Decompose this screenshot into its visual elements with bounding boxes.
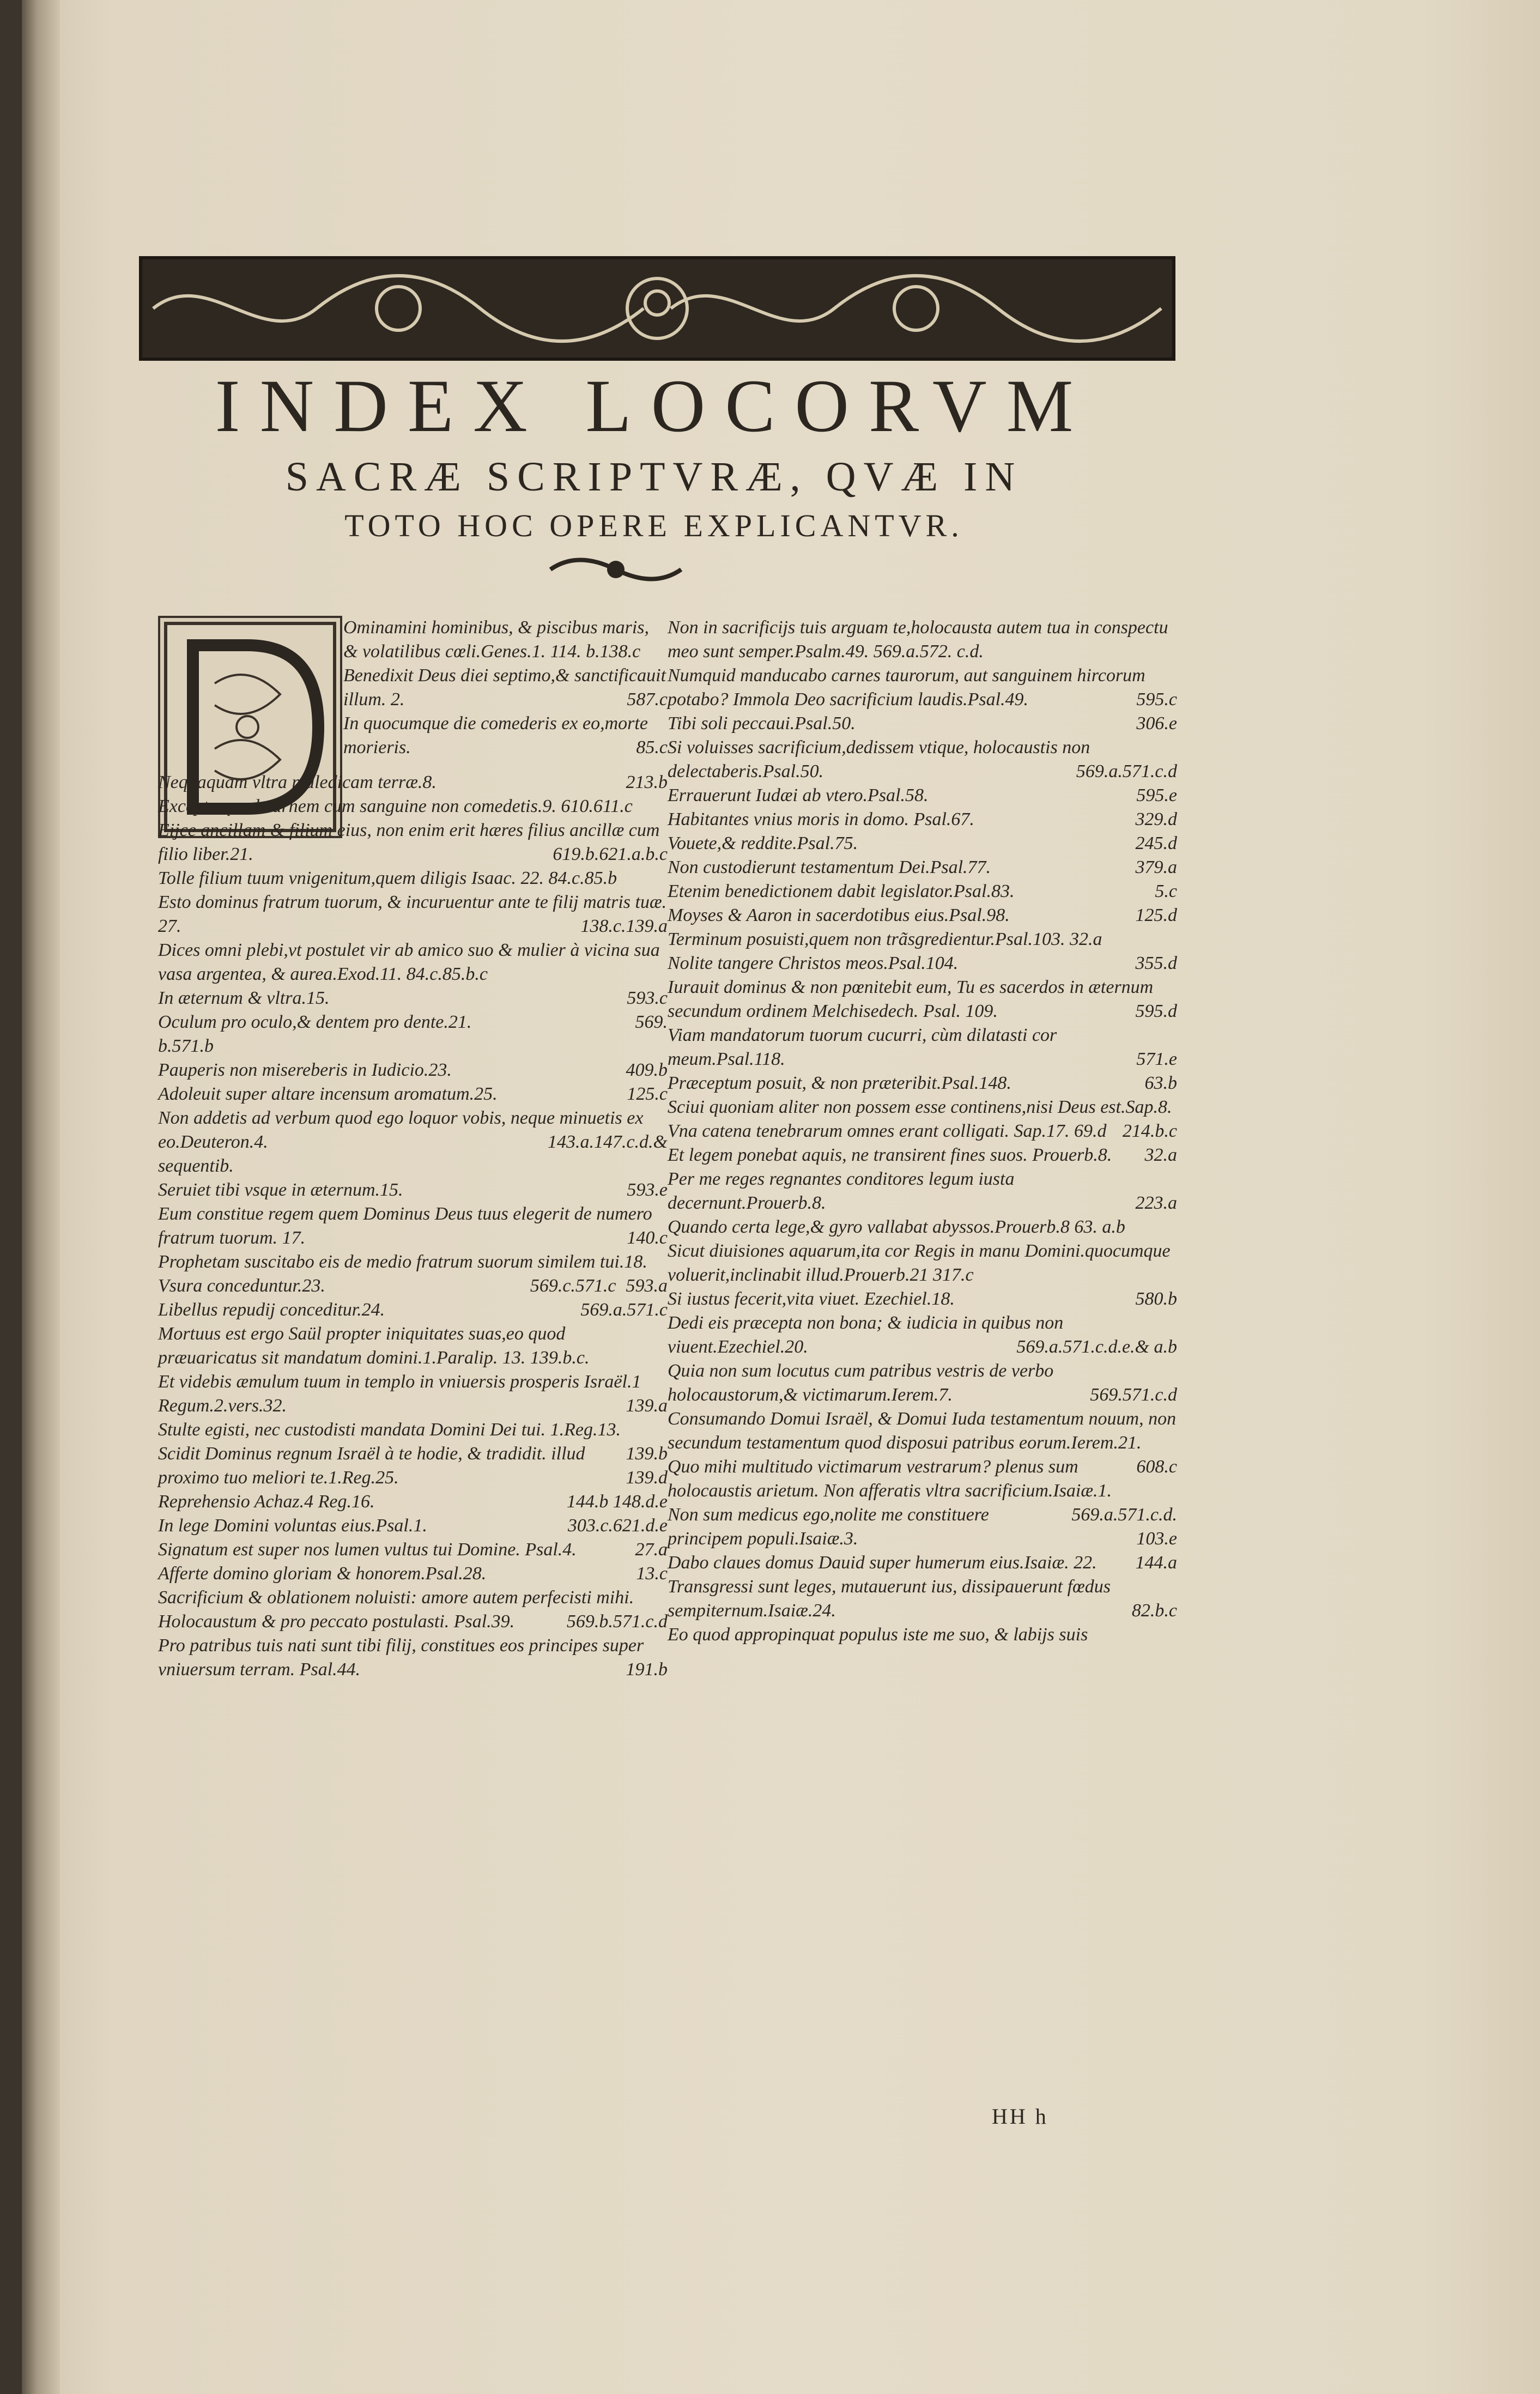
- entry-page-ref: 13.c: [636, 1563, 668, 1584]
- index-entry: [158, 1442, 668, 1490]
- index-entry: [158, 1634, 668, 1682]
- index-entry: [158, 890, 668, 938]
- entry-page-ref: 306.e: [1136, 713, 1177, 734]
- entry-page-ref: 139.b: [626, 1444, 668, 1464]
- index-entry: [668, 664, 1177, 712]
- index-entry: [158, 712, 668, 760]
- index-entry: [158, 1274, 668, 1298]
- entry-text: In quocumque die comederis ex eo,morte morieris.: [343, 713, 648, 757]
- entry-page-ref: 593.c: [627, 988, 668, 1008]
- entry-text: Errauerunt Iudæi ab vtero.Psal.58.: [668, 785, 929, 805]
- index-entry: [158, 1370, 668, 1418]
- entry-text: Viam mandatorum tuorum cucurri, cùm dilatasti cor meum.Psal.118.: [668, 1025, 1057, 1069]
- entry-text: Scidit Dominus regnum Israël à te hodie, & tradidit. illud proximo tuo meliori te.1.Reg.25.: [158, 1444, 585, 1488]
- entry-text: sequentib.: [158, 1156, 234, 1176]
- entry-page-ref: 32.a: [1144, 1145, 1177, 1165]
- index-entry: [668, 880, 1177, 904]
- index-entry: [668, 1359, 1177, 1407]
- entry-text: Pro patribus tuis nati sunt tibi filij, constitues eos principes super vniuersum terram. Psal.44.: [158, 1635, 644, 1680]
- index-entry: [158, 819, 668, 866]
- entry-page-ref: 303.c.621.d.e: [567, 1516, 668, 1536]
- index-entry: [668, 736, 1177, 784]
- index-entry: [668, 712, 1177, 736]
- entry-page-ref: 409.b: [626, 1060, 668, 1080]
- index-entry: [158, 938, 668, 986]
- entry-text: Oculum pro oculo,& dentem pro dente.21.: [158, 1012, 472, 1032]
- index-entry: [158, 1490, 668, 1514]
- entry-text: Nolite tangere Christos meos.Psal.104.: [668, 953, 959, 973]
- entry-page-ref: 595.e: [1136, 785, 1177, 805]
- entry-text: Prophetam suscitabo eis de medio fratrum suorum similem tui.18.: [158, 1252, 647, 1272]
- entry-text: b.571.b: [158, 1036, 214, 1056]
- index-entry: [158, 986, 668, 1010]
- entry-page-ref: 213.b: [626, 772, 668, 792]
- entry-text: Transgressi sunt leges, mutauerunt ius, dissipauerunt fœdus sempiternum.Isaiæ.24.: [668, 1577, 1111, 1621]
- entry-page-ref: 103.e: [1136, 1529, 1177, 1549]
- index-entry: [158, 1562, 668, 1586]
- entry-page-ref: 569.a.571.c.d.: [1071, 1505, 1177, 1525]
- entry-page-ref: 144.a: [1135, 1553, 1177, 1573]
- index-entry: [668, 928, 1177, 951]
- entry-text: Ominamini hominibus, & piscibus maris, & volatilibus cœli.Genes.1. 114. b.138.c: [343, 617, 650, 662]
- entry-page-ref: 144.b 148.d.e: [566, 1492, 668, 1512]
- entry-text: Adoleuit super altare incensum aromatum.25.: [158, 1084, 498, 1104]
- entry-text: Iurauit dominus & non pœnitebit eum, Tu es sacerdos in æternum secundum ordinem Melchisedech. Psal. 109.: [668, 977, 1154, 1021]
- entry-page-ref: 569.571.c.d: [1090, 1385, 1177, 1405]
- entry-page-ref: 569.: [635, 1012, 668, 1032]
- entry-page-ref: 125.d: [1135, 905, 1177, 925]
- binding-gutter: [22, 0, 60, 2394]
- entry-text: Habitantes vnius moris in domo. Psal.67.: [668, 809, 974, 829]
- entry-page-ref: 580.b: [1135, 1289, 1177, 1309]
- entry-page-ref: 593.e: [627, 1180, 668, 1200]
- entry-page-ref: 27.a: [635, 1540, 668, 1560]
- entry-text: Libellus repudij conceditur.24.: [158, 1300, 385, 1320]
- entry-text: Sicut diuisiones aquarum,ita cor Regis in manu Domini.quocumque voluerit,inclinabit illud.Prouerb.21 317.c: [668, 1241, 1171, 1285]
- index-entry: [668, 1311, 1177, 1359]
- entry-page-ref: 214.b.c: [1122, 1121, 1177, 1141]
- entry-text: Etenim benedictionem dabit legislator.Psal.83.: [668, 881, 1015, 901]
- index-entry: [668, 1407, 1177, 1477]
- index-entry: [668, 1023, 1177, 1071]
- entry-text: Eijce ancillam & filium eius, non enim erit hæres filius ancillæ cum filio liber.21.: [158, 820, 660, 864]
- entry-page-ref: 63.b: [1144, 1073, 1177, 1093]
- index-entry: [668, 1575, 1177, 1623]
- entry-page-ref: 138.c.139.a: [580, 916, 668, 936]
- entry-text: Quia non sum locutus cum patribus vestris de verbo holocaustorum,& victimarum.Ierem.7.: [668, 1361, 1054, 1405]
- index-entry: [158, 771, 668, 795]
- entry-page-ref: 223.a: [1135, 1193, 1177, 1213]
- entry-page-ref: 139.a: [626, 1396, 668, 1416]
- entry-page-ref: 85.c: [636, 737, 668, 757]
- index-entry: [158, 1298, 668, 1322]
- index-entry: [668, 1287, 1177, 1311]
- index-subtitle: SACRÆ SCRIPTVRÆ, QVÆ IN: [285, 454, 1023, 500]
- entry-text: Vsura conceduntur.23.: [158, 1276, 325, 1296]
- entry-text: Non addetis ad verbum quod ego loquor vobis, neque minuetis ex eo.Deuteron.4.: [158, 1108, 644, 1152]
- entry-text: Benedixit Deus diei septimo,& sanctificauit illum. 2.: [343, 665, 666, 710]
- entry-page-ref: 5.c: [1155, 881, 1177, 901]
- entry-text: Vouete,& reddite.Psal.75.: [668, 833, 858, 853]
- entry-page-ref: 595.c: [1136, 689, 1177, 710]
- fleuron-icon: [545, 550, 687, 589]
- entry-page-ref: 569.c.571.c: [530, 1276, 616, 1296]
- index-entry: [158, 1586, 668, 1634]
- entry-text: Sciui quoniam aliter non possem esse continens,nisi Deus est.Sap.8.: [668, 1097, 1172, 1117]
- signature-mark: HH h: [992, 2104, 1048, 2129]
- entry-text: Dices omni plebi,vt postulet vir ab amico suo & mulier à vicina sua vasa argentea, & aurea.Exod.11. 84.c.85.b.c: [158, 940, 660, 984]
- index-entry: [668, 808, 1177, 832]
- index-entry: [668, 1623, 1177, 1647]
- index-entry: [668, 1071, 1177, 1095]
- index-entry: [158, 1514, 668, 1538]
- index-entry: [668, 904, 1177, 928]
- entry-page-ref: 143.a.147.c.d.&: [547, 1132, 668, 1152]
- entry-text: In æternum & vltra.15.: [158, 988, 330, 1008]
- entry-text: Per me reges regnantes conditores legum iusta decernunt.Prouerb.8.: [668, 1169, 1015, 1213]
- entry-text: Vna catena tenebrarum omnes erant colligati. Sap.17. 69.d: [668, 1121, 1107, 1141]
- headpiece-ornament: [139, 256, 1175, 361]
- index-subtitle-2: TOTO HOC OPERE EXPLICANTVR.: [344, 508, 963, 543]
- index-entry: [158, 1418, 668, 1464]
- entry-text: Non custodierunt testamentum Dei.Psal.77.: [668, 857, 991, 877]
- entry-text: Stulte egisti, nec custodisti mandata Domini Dei tui. 1.Reg.13.: [158, 1420, 621, 1440]
- entry-text: Signatum est super nos lumen vultus tui Domine. Psal.4.: [158, 1540, 577, 1560]
- entry-text: Consumando Domui Israël, & Domui Iuda testamentum nouum, non secundum testamentum quod disposui patribus eorum.Ierem.21.: [668, 1409, 1177, 1453]
- entry-page-ref: 587.c: [627, 689, 668, 710]
- entry-page-ref: 139.d: [626, 1468, 668, 1488]
- entry-page-ref: 355.d: [1135, 953, 1177, 973]
- index-entry: [158, 1322, 668, 1370]
- entry-page-ref: 608.c: [1136, 1457, 1177, 1477]
- index-entry: [668, 1143, 1177, 1167]
- index-entry: [158, 1538, 668, 1562]
- entry-text: In lege Domini voluntas eius.Psal.1.: [158, 1516, 427, 1536]
- entry-text: Dabo claues domus Dauid super humerum eius.Isaiæ. 22.: [668, 1553, 1097, 1573]
- entry-text: Numquid manducabo carnes taurorum, aut sanguinem hircorum potabo? Immola Deo sacrificium laudis.Psal.49.: [668, 665, 1145, 710]
- index-entry: [158, 664, 668, 712]
- entry-page-ref: 619.b.621.a.b.c: [553, 844, 668, 864]
- entry-page-ref: 569.a.571.c.d: [1076, 761, 1177, 781]
- entry-text: Quando certa lege,& gyro vallabat abyssos.Prouerb.8 63. a.b: [668, 1217, 1125, 1237]
- entry-text: Sacrificium & oblationem noluisti: amore autem perfecisti mihi. Holocaustum & pro peccato postulasti. Psal.39.: [158, 1587, 634, 1632]
- index-entry: [668, 1455, 1177, 1525]
- index-entry: [158, 1010, 668, 1034]
- entry-page-ref: 569.a.571.c: [580, 1300, 668, 1320]
- entry-text: Quo mihi multitudo victimarum vestrarum? plenus sum holocaustis arietum. Non afferatis vltra sacrificium.Isaiæ.1.: [668, 1457, 1112, 1501]
- index-entry: [158, 616, 668, 664]
- entry-text: Seruiet tibi vsque in æternum.15.: [158, 1180, 403, 1200]
- entry-page-ref: 82.b.c: [1131, 1601, 1177, 1621]
- entry-text: Terminum posuisti,quem non trãsgredientur.Psal.103. 32.a: [668, 929, 1102, 949]
- index-entry: [668, 1551, 1177, 1575]
- entry-page-ref: 571.e: [1136, 1049, 1177, 1069]
- index-entry: [668, 1167, 1177, 1215]
- entry-page-ref: 595.d: [1135, 1001, 1177, 1021]
- entry-page-ref: 140.c: [627, 1228, 668, 1248]
- entry-text: Afferte domino gloriam & honorem.Psal.28.: [158, 1563, 487, 1584]
- index-entry: [668, 616, 1177, 664]
- entry-page-ref: 569.a.571.c.d.e.& a.b: [1016, 1337, 1177, 1357]
- entry-text: Præceptum posuit, & non præteribit.Psal.148.: [668, 1073, 1011, 1093]
- entry-text: Reprehensio Achaz.4 Reg.16.: [158, 1492, 375, 1512]
- index-entry: [158, 795, 668, 819]
- right-column: [668, 616, 1177, 1647]
- index-entry: [668, 1239, 1177, 1287]
- left-column: [158, 616, 668, 1682]
- index-entry: [668, 856, 1177, 880]
- entry-text: Eum constitue regem quem Dominus Deus tuus elegerit de numero fratrum tuorum. 17.: [158, 1204, 652, 1248]
- entry-text: Nequaquam vltra maledicam terræ.8.: [158, 772, 436, 792]
- entry-text: Tolle filium tuum vnigenitum,quem diligis Isaac. 22. 84.c.85.b: [158, 868, 617, 888]
- entry-page-ref: 191.b: [626, 1659, 668, 1680]
- index-entry: [158, 1178, 668, 1202]
- entry-text: Excepto quod carnem cum sanguine non comedetis.9. 610.611.c: [158, 796, 633, 816]
- entry-page-ref: 569.b.571.c.d: [566, 1611, 668, 1632]
- entry-text: Dedi eis præcepta non bona; & iudicia in quibus non viuent.Ezechiel.20.: [668, 1313, 1064, 1357]
- index-entry: [668, 784, 1177, 808]
- index-entry: [158, 866, 668, 890]
- entry-text: Eo quod appropinquat populus iste me suo, & labijs suis: [668, 1625, 1088, 1645]
- entry-text: Mortuus est ergo Saül propter iniquitates suas,eo quod præuaricatus sit mandatum domini.1.Paralip. 13. 139.b.c.: [158, 1324, 590, 1368]
- index-entry: [158, 1202, 668, 1250]
- index-entry: [158, 1106, 668, 1154]
- index-entry: [668, 1119, 1177, 1143]
- entry-text: Si voluisses sacrificium,dedissem vtique, holocaustis non delectaberis.Psal.50.: [668, 737, 1090, 781]
- index-entry: [668, 832, 1177, 856]
- entry-page-ref: 329.d: [1135, 809, 1177, 829]
- index-title: INDEX LOCORVM: [215, 364, 1093, 447]
- index-entry: [668, 1215, 1177, 1239]
- index-entry: [668, 1503, 1177, 1551]
- index-entry: [668, 975, 1177, 1023]
- index-entry: [158, 1082, 668, 1106]
- entry-text: Et videbis æmulum tuum in templo in vniuersis prosperis Israël.1 Regum.2.vers.32.: [158, 1372, 641, 1416]
- entry-text: Non sum medicus ego,nolite me constituere principem populi.Isaiæ.3.: [668, 1505, 989, 1549]
- entry-page-ref: 125.c: [627, 1084, 668, 1104]
- index-entry: [668, 951, 1177, 975]
- entry-text: Non in sacrificijs tuis arguam te,holocausta autem tua in conspectu meo sunt semper.Psalm.49. 569.a.572. c.d.: [668, 617, 1168, 662]
- entry-text: Moyses & Aaron in sacerdotibus eius.Psal.98.: [668, 905, 1010, 925]
- entry-page-ref: 379.a: [1135, 857, 1177, 877]
- entry-text: Tibi soli peccaui.Psal.50.: [668, 713, 856, 734]
- entry-page-ref: 593.a: [626, 1276, 668, 1296]
- entry-page-ref: 245.d: [1135, 833, 1177, 853]
- index-entry: [158, 1034, 668, 1058]
- entry-text: Et legem ponebat aquis, ne transirent fines suos. Prouerb.8.: [668, 1145, 1112, 1165]
- entry-text: Esto dominus fratrum tuorum, & incuruentur ante te filij matris tuæ. 27.: [158, 892, 667, 936]
- entry-text: Pauperis non misereberis in Iudicio.23.: [158, 1060, 452, 1080]
- index-entry: [158, 1154, 668, 1178]
- entry-text: Si iustus fecerit,vita viuet. Ezechiel.18.: [668, 1289, 955, 1309]
- index-entry: [158, 1058, 668, 1082]
